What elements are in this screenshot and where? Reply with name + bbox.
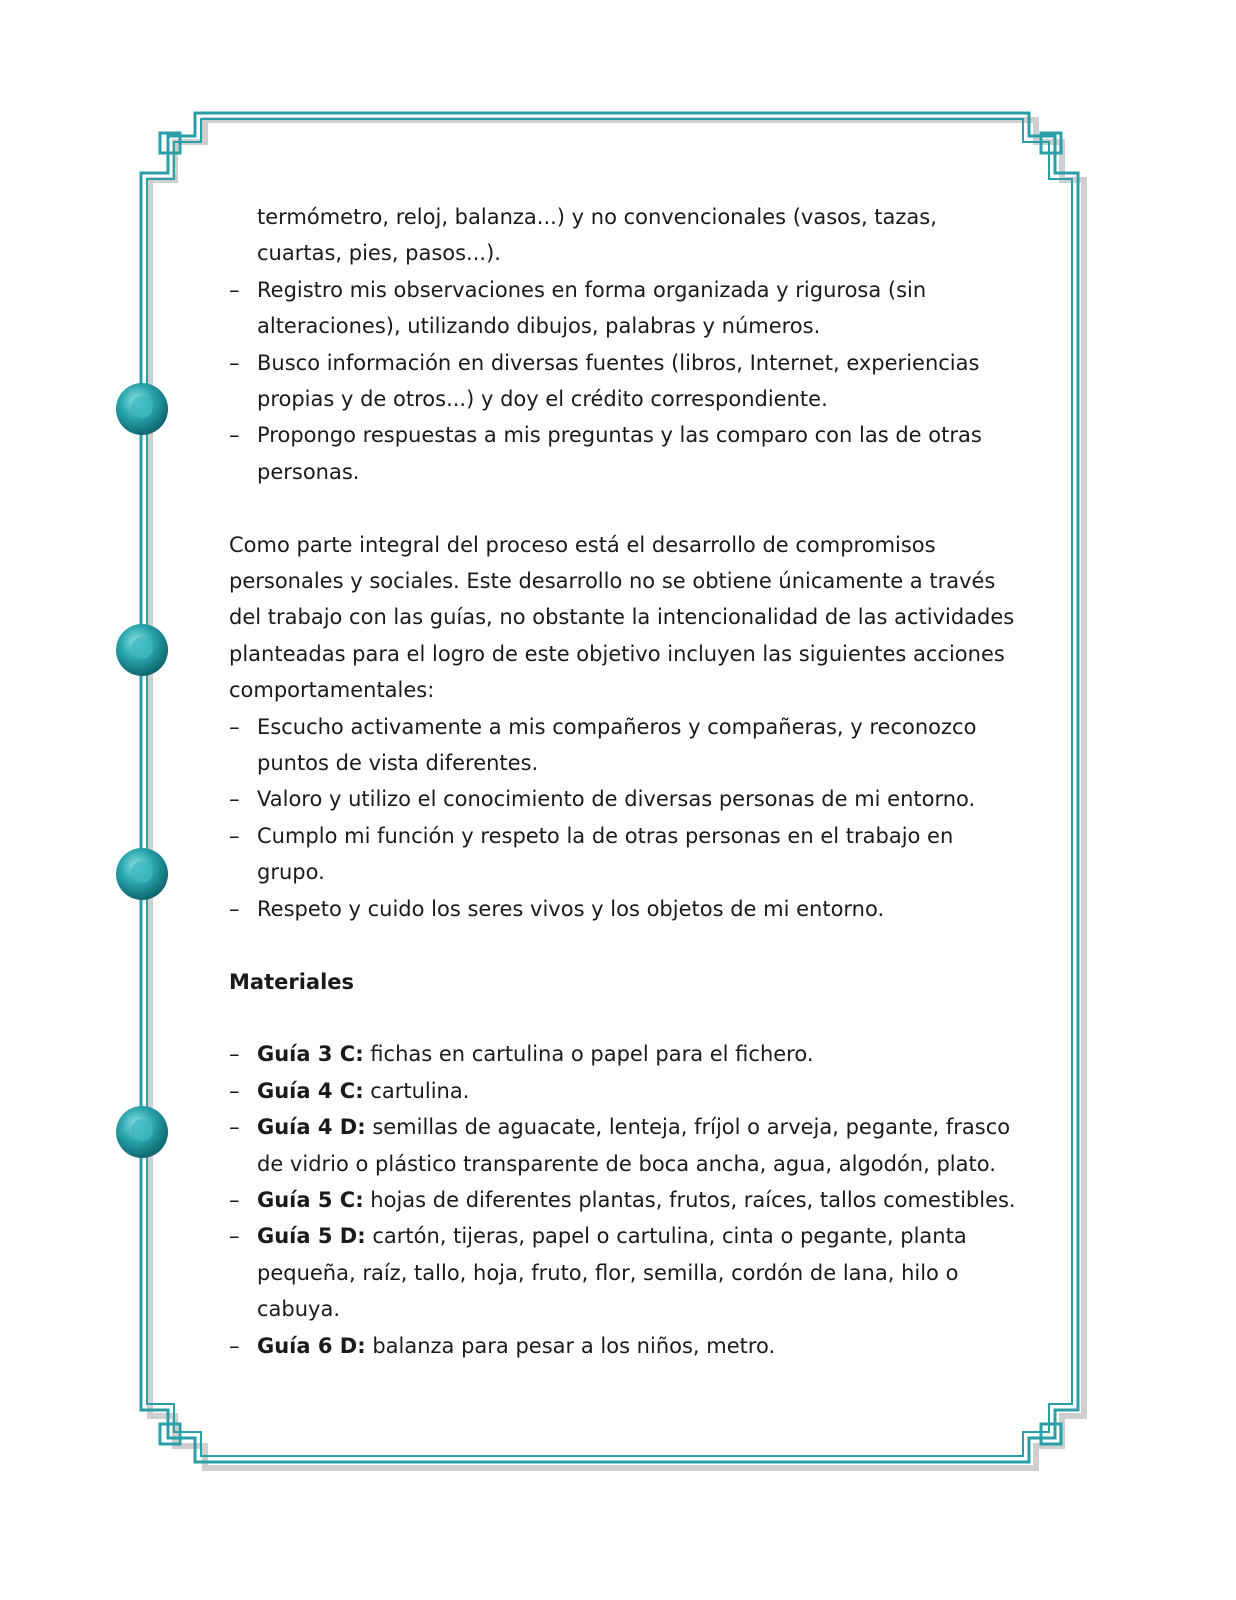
material-item: – Guía 5 D: cartón, tijeras, papel o cartulina, cinta o pegante, planta pequeña, raíz, tallo, hoja, fruto, flor, semilla, cordón de lana, hilo o cabuya. [229, 1224, 967, 1322]
list-item: – Propongo respuestas a mis preguntas y las comparo con las de otras personas. [229, 423, 982, 484]
material-item: – Guía 6 D: balanza para pesar a los niños, metro. [229, 1333, 776, 1358]
material-item: – Guía 4 D: semillas de aguacate, lenteja, fríjol o arveja, pegante, frasco de vidrio o plástico transparente de boca ancha, agua, algodón, plato. [229, 1115, 1011, 1176]
binder-ring-icon [114, 846, 170, 902]
list-item: – Respeto y cuido los seres vivos y los objetos de mi entorno. [229, 896, 885, 921]
list-item: – Busco información en diversas fuentes (libros, Internet, experiencias propias y de otros...) y doy el crédito correspondiente. [229, 350, 980, 412]
observation-list [229, 272, 1019, 490]
list-item: – Registro mis observaciones en forma organizada y rigurosa (sin alteraciones), utilizando dibujos, palabras y números. [229, 277, 927, 339]
binder-ring-icon [114, 1104, 170, 1160]
materials-list [229, 1036, 1019, 1364]
list-item: – Valoro y utilizo el conocimiento de diversas personas de mi entorno. [229, 787, 976, 812]
materials-heading: Materiales [229, 969, 355, 994]
material-item: – Guía 4 C: cartulina. [229, 1078, 470, 1103]
behavior-list [229, 709, 1019, 927]
binder-ring-icon [114, 381, 170, 437]
continuation-text: termómetro, reloj, balanza...) y no convencionales (vasos, tazas, cuartas, pies, pasos...). [257, 205, 937, 266]
binder-ring-icon [114, 622, 170, 678]
page-content [229, 199, 1019, 1364]
list-item: – Escucho activamente a mis compañeros y compañeras, y reconozco puntos de vista diferentes. [229, 714, 977, 776]
material-item: – Guía 5 C: hojas de diferentes plantas, frutos, raíces, tallos comestibles. [229, 1187, 1016, 1212]
list-item: – Cumplo mi función y respeto la de otras personas en el trabajo en grupo. [229, 823, 954, 885]
intro-paragraph: Como parte integral del proceso está el desarrollo de compromisos personales y sociales. Este desarrollo no se obtiene únicamente a través del trabajo con las guías, no obstante la intencionalidad de las actividades planteadas para el logro de este objetivo incluyen las siguientes acciones comportamentales: [229, 532, 1015, 703]
material-item: – Guía 3 C: fichas en cartulina o papel para el fichero. [229, 1042, 814, 1067]
